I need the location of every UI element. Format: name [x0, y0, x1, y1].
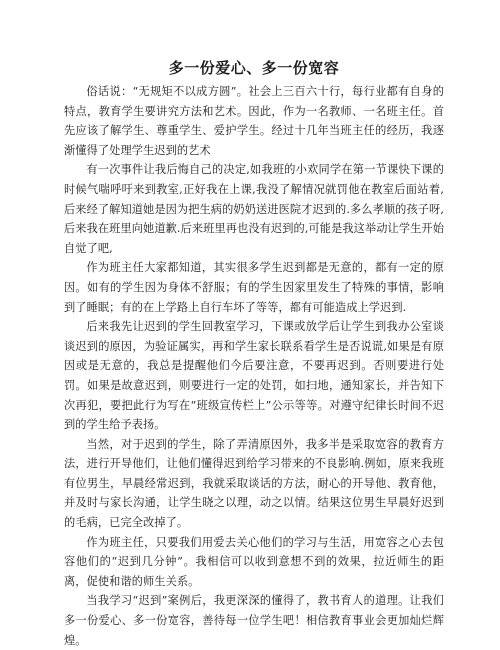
paragraph-conclusion: 当我学习“迟到”案例后，我更深深的懂得了，教书育人的道理。让我们多一份爱心、多一份宽容，善待每一位学生吧！相信教育事业会更加灿烂辉煌。 [64, 594, 444, 647]
paragraph-reasons: 作为班主任大家都知道，其实很多学生迟到都是无意的，都有一定的原因。如有的学生因为身体不舒服；有的学生因家里发生了特殊的事情，影响到了睡眠；有的在上学路上自行车坏了等等，都有可能造成上学迟到. [64, 261, 444, 314]
paragraph-incident: 有一次事件让我后悔自己的决定,如我班的小欢同学在第一节课快下课的时候气喘呼吁来到教室,正好我在上课,我没了解情况就罚他在教室后面站着,后来经了解知道她是因为把生病的奶奶送进医院才迟到的.多么孝顺的孩子呀,后来我在班里向她道歉.后来班里再也没有迟到的,可能是我这举动让学生开始自觉了吧, [64, 163, 444, 255]
document-title: 多一份爱心、多一份宽容 [168, 59, 340, 77]
paragraph-love: 作为班主任，只要我们用爱去关心他们的学习与生活，用宽容之心去包容他们的“迟到几分钟”。我相信可以收到意想不到的效果，拉近师生的距离，促使和谐的师生关系。 [64, 535, 444, 588]
paragraph-intro: 俗话说：“无规矩不以成方圆”。社会上三百六十行，每行业都有自身的特点，教育学生要讲究方法和艺术。因此，作为一名教师、一名班主任。首先应该了解学生、尊重学生、爱护学生。经过十几年当班主任的经历，我逐渐懂得了处理学生迟到的艺术 [64, 85, 444, 157]
paragraph-tolerance: 当然，对于迟到的学生，除了弄清原因外，我多半是采取宽容的教育方法，进行开导他们，让他们懂得迟到给学习带来的不良影响.例如，原来我班有位男生，早晨经常迟到，我就采取谈话的方法，耐心的开导他、教育他，并及时与家长沟通，让学生晓之以理，动之以情。结果这位男生早晨好迟到的毛病，已完全改掉了。 [64, 437, 444, 530]
paragraph-method: 后来我先让迟到的学生回教室学习，下课或放学后让学生到我办公室谈谈迟到的原因，为验证属实，再和学生家长联系看学生是否说谎,如果是有原因或是无意的，我总是提醒他们今后要注意，不要再迟到。否则要进行处罚。如果是故意迟到，则要进行一定的处罚，如扫地，通知家长，并告知下次再犯，要把此行为写在“班级宣传栏上”公示等等。对遵守纪律长时间不迟到的学生给予表扬。 [64, 320, 444, 432]
